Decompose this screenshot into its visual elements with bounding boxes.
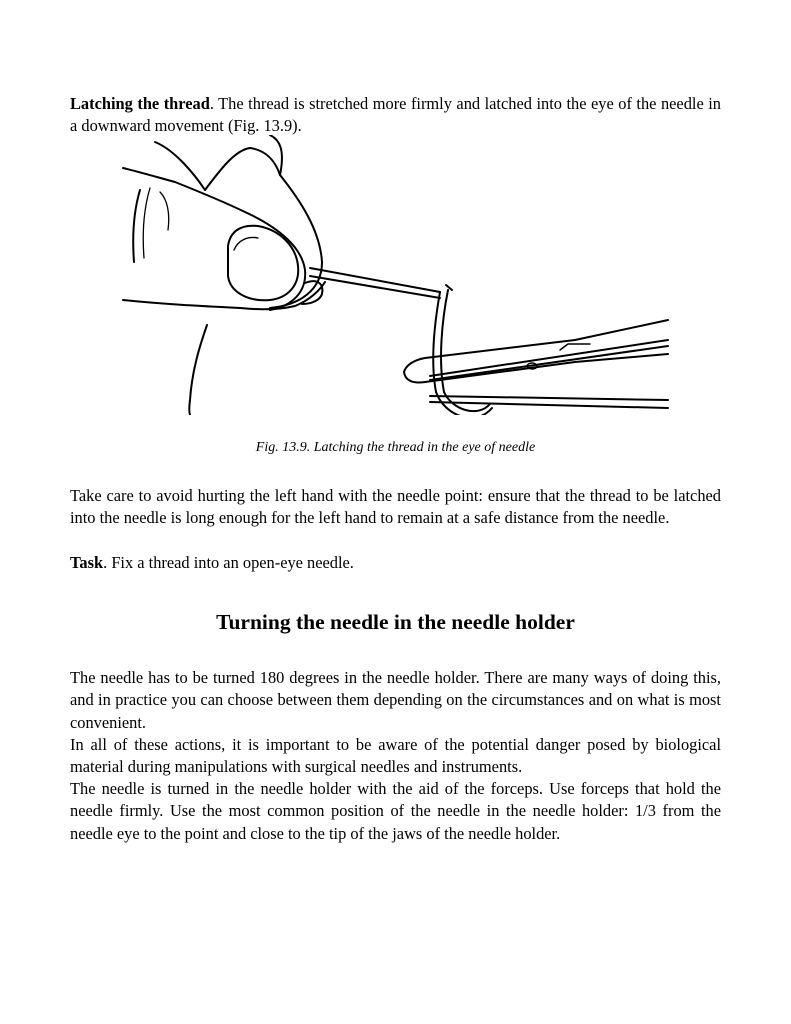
task-text: . Fix a thread into an open-eye needle. bbox=[103, 553, 354, 572]
figure-caption: Fig. 13.9. Latching the thread in the eye of needle bbox=[255, 440, 536, 455]
paragraph-latching-thread bbox=[70, 93, 721, 138]
latching-thread-lead: Latching the thread bbox=[70, 94, 210, 113]
paragraph-caution: Take care to avoid hurting the left hand with the needle point: ensure that the thread to be latched into the needle is long enough for the left hand to remain at a safe distance from the needle. bbox=[70, 486, 721, 528]
latching-thread-text: . The thread is stretched more firmly and latched into the eye of the needle in a downward movement (Fig. 13.9). bbox=[70, 94, 721, 136]
paragraph-awareness: In all of these actions, it is important to be aware of the potential danger posed by biological material during manipulations with surgical needles and instruments. bbox=[70, 735, 721, 777]
paragraph-task bbox=[70, 552, 721, 574]
paragraph-forceps: The needle is turned in the needle holder with the aid of the forceps. Use forceps that hold the needle firmly. Use the most common position of the needle in the needle holder: 1/3 from the needle eye to the point and close to the tip of the jaws of the needle holder. bbox=[70, 779, 721, 843]
task-lead: Task bbox=[70, 553, 104, 572]
section-heading: Turning the needle in the needle holder bbox=[216, 610, 575, 634]
paragraph-turning-intro: The needle has to be turned 180 degrees in the needle holder. There are many ways of doing this, and in practice you can choose between them depending on the circumstances and on what is most convenient. bbox=[70, 668, 721, 732]
figure-latching-illustration bbox=[118, 135, 674, 415]
